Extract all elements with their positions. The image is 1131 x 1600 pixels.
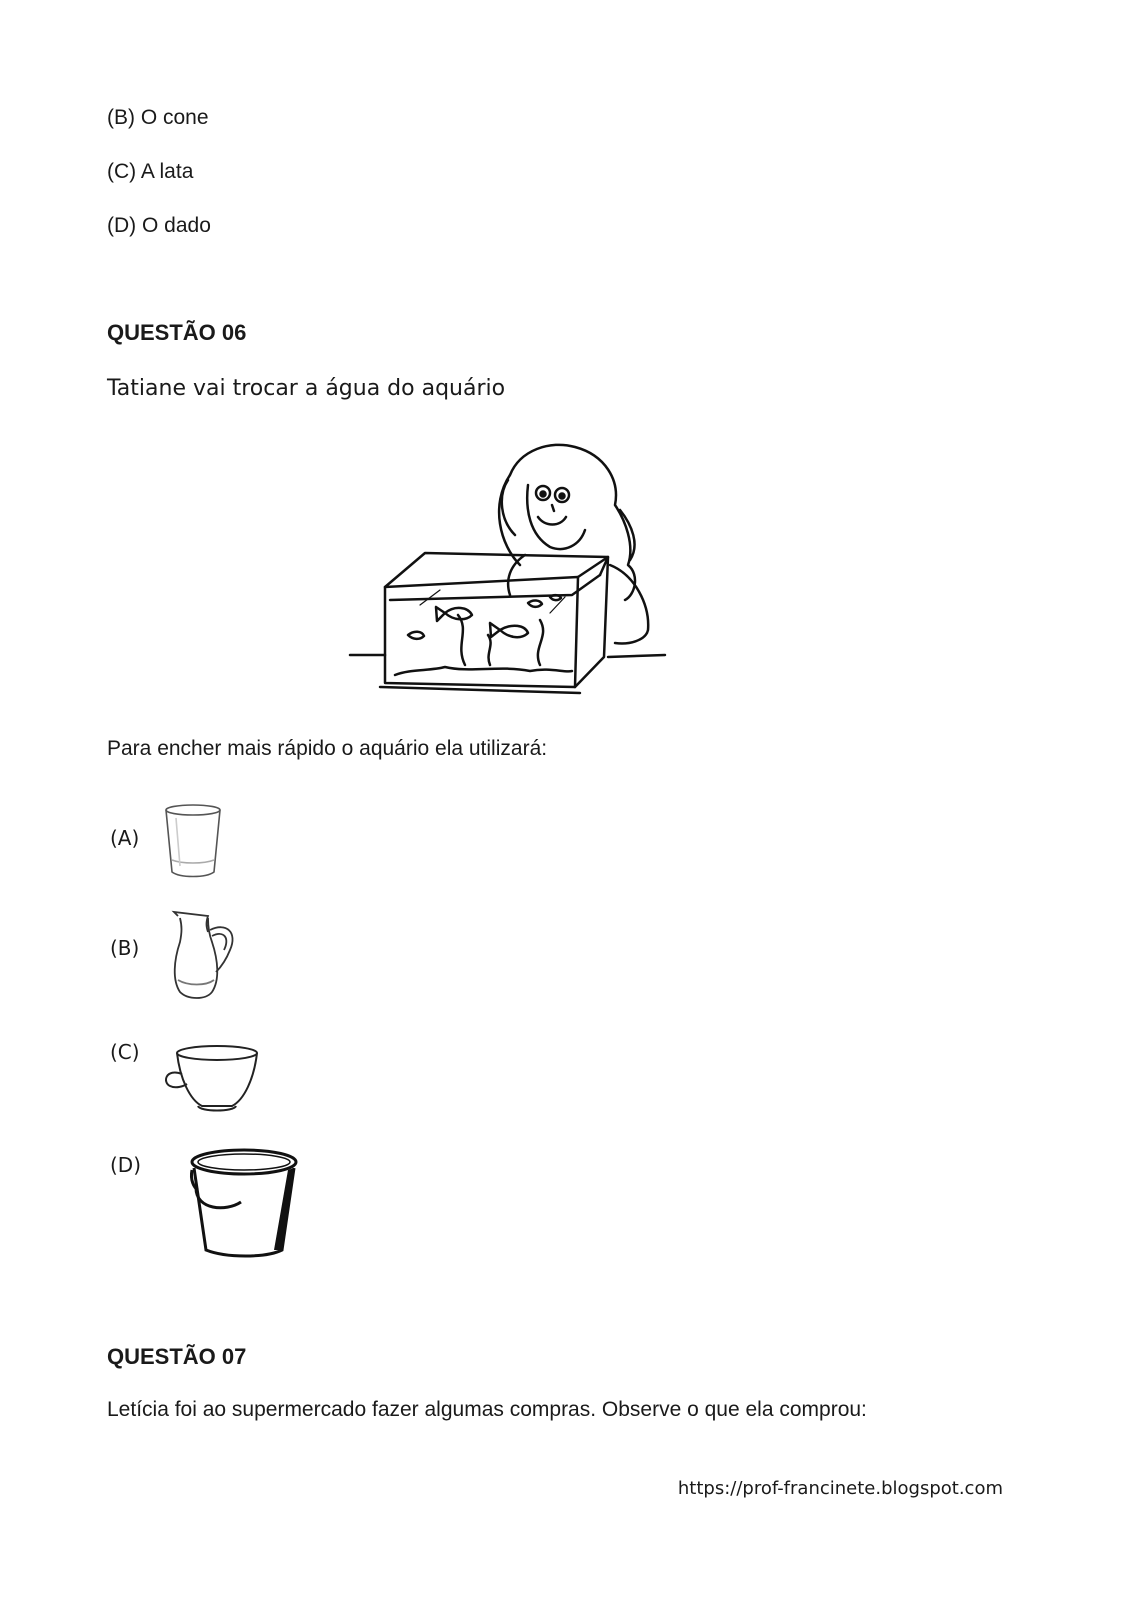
option-b-letter: (B) [110, 936, 140, 960]
cup-icon [162, 1044, 262, 1116]
option-a-letter: (A) [110, 826, 140, 850]
pitcher-icon [168, 912, 243, 1002]
option-c-lata: (C) A lata [107, 160, 194, 183]
glass-icon [162, 802, 224, 880]
question-07-prompt: Letícia foi ao supermercado fazer algumas compras. Observe o que ela comprou: [107, 1398, 867, 1421]
option-b-cone: (B) O cone [107, 106, 209, 129]
footer-url: https://prof-francinete.blogspot.com [677, 1478, 1003, 1499]
aquarium-girl-illustration [350, 425, 670, 710]
option-c-letter: (C) [110, 1040, 140, 1064]
option-d-letter: (D) [110, 1153, 142, 1177]
bucket-icon [186, 1140, 301, 1260]
question-07-title: QUESTÃO 07 [107, 1344, 247, 1369]
question-06-intro: Tatiane vai trocar a água do aquário [107, 376, 506, 401]
question-06-prompt: Para encher mais rápido o aquário ela utilizará: [107, 737, 548, 760]
question-06-title: QUESTÃO 06 [107, 320, 247, 345]
option-d-dado: (D) O dado [107, 214, 211, 237]
